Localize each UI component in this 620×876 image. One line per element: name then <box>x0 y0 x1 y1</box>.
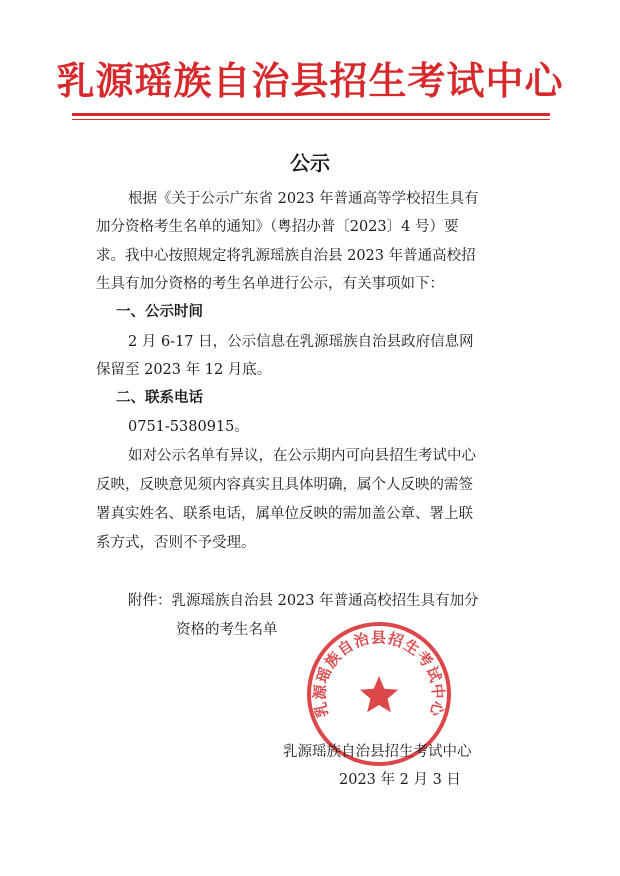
phone-number: 0751-5380915。 <box>128 419 249 435</box>
para1-line: 加分资格考生名单的通知》（粤招办普〔2023〕4 号）要 <box>96 219 459 235</box>
section2-heading: 二、联系电话 <box>116 390 203 406</box>
section1-line: 保留至 2023 年 12 月底。 <box>96 362 272 378</box>
objection-line: 署真实姓名、联系电话，属单位反映的需加盖公章、署上联 <box>96 506 473 522</box>
letterhead-org-name: 乳源瑶族自治县招生考试中心 <box>56 59 564 103</box>
para1-line: 求。我中心按照规定将乳源瑶族自治县 2023 年普通高校招 <box>96 248 476 264</box>
letterhead-rule-thin <box>72 119 550 120</box>
objection-line: 反映，反映意见须内容真实且具体明确，属个人反映的需签 <box>96 477 473 493</box>
attachment-line: 附件：乳源瑶族自治县 2023 年普通高校招生具有加分 <box>128 593 479 609</box>
signature-date: 2023 年 2 月 3 日 <box>339 772 461 788</box>
attachment-line: 资格的考生名单 <box>176 622 278 638</box>
section1-line: 2 月 6-17 日，公示信息在乳源瑶族自治县政府信息网 <box>128 334 474 350</box>
para1-line: 生具有加分资格的考生名单进行公示，有关事项如下： <box>96 276 444 292</box>
signer-org: 乳源瑶族自治县招生考试中心 <box>283 744 472 760</box>
star-icon <box>360 676 398 712</box>
section1-heading: 一、公示时间 <box>116 304 203 320</box>
notice-title: 公示 <box>290 151 330 175</box>
para1-line: 根据《关于公示广东省 2023 年普通高等学校招生具有 <box>128 191 479 207</box>
seal-text: 乳源瑶族自治县招生考试中心 <box>310 628 448 719</box>
objection-line: 如对公示名单有异议，在公示期内可向县招生考试中心 <box>128 448 476 464</box>
letterhead-rule-thick <box>72 113 550 116</box>
objection-line: 系方式，否则不予受理。 <box>96 535 256 551</box>
